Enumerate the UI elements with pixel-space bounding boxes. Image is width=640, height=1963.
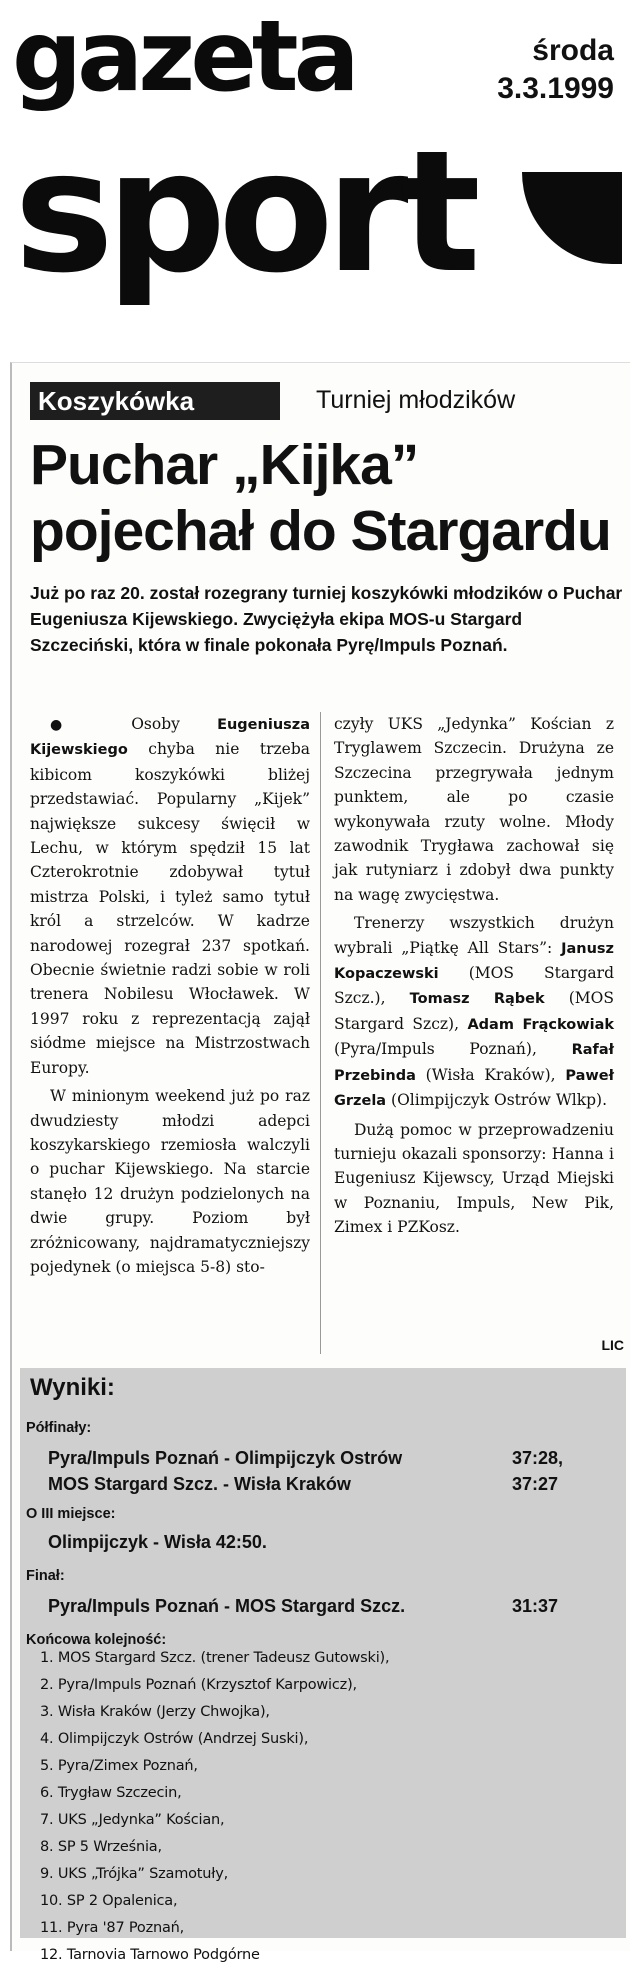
semifinal-1: Pyra/Impuls Poznań - Olimpijczyk Ostrów 37:28, bbox=[48, 1448, 564, 1468]
article-kicker: Turniej młodzików bbox=[316, 386, 516, 414]
issue-day: 3.3.1999 bbox=[497, 72, 614, 105]
standings-label: Końcowa kolejność: bbox=[26, 1632, 167, 1648]
standings-item: 8. SP 5 Września, bbox=[40, 1839, 162, 1855]
masthead-gazeta: gazeta bbox=[12, 0, 355, 114]
player-name: Tomasz Rąbek bbox=[409, 991, 545, 1008]
standings-item: 4. Olimpijczyk Ostrów (Andrzej Suski), bbox=[40, 1731, 309, 1747]
standings-item: 3. Wisła Kraków (Jerzy Chwojka), bbox=[40, 1704, 270, 1720]
standings-item: 12. Tarnovia Tarnowo Podgórne bbox=[40, 1947, 260, 1963]
standings-item: 6. Trygław Szczecin, bbox=[40, 1785, 182, 1801]
article-lead: Już po raz 20. został rozegrany turniej koszykówki młodzików o Puchar Eugeniusza Kijewskiego. Zwyciężyła ekipa MOS-u Stargard Szczeciński, która w finale pokonała Pyrę/Impuls Poznań. bbox=[30, 583, 623, 655]
standings-item: 5. Pyra/Zimex Poznań, bbox=[40, 1758, 198, 1774]
newspaper-header bbox=[0, 0, 640, 315]
results-title: Wyniki: bbox=[30, 1374, 115, 1401]
section-rubric: Koszykówka bbox=[30, 382, 280, 420]
bullet-icon: ● bbox=[50, 717, 132, 733]
headline-line-1: Puchar „Kijka” bbox=[30, 433, 419, 497]
player-name: Adam Frąckowiak bbox=[467, 1016, 615, 1033]
headline-line-2: pojechał do Stargardu bbox=[30, 499, 611, 563]
final-match: Pyra/Impuls Poznań - MOS Stargard Szcz. 31:37 bbox=[48, 1596, 559, 1616]
masthead-sport: sport bbox=[14, 114, 473, 310]
standings-item: 11. Pyra '87 Poznań, bbox=[40, 1920, 185, 1936]
issue-weekday: środa bbox=[532, 34, 614, 67]
standings-item: 2. Pyra/Impuls Poznań (Krzysztof Karpowicz), bbox=[40, 1677, 357, 1693]
paragraph: W minionym weekend już po raz dwudziesty młodzi adepci koszykarskiego rzemiosła walczyli o puchar Kijewskiego. Na starcie stanęło 12 drużyn podzielonych na dwie grupy. Poziom był zróżnicowany, najdramatyczniejszy pojedynek (o miejsca 5-8) sto- bbox=[30, 1087, 310, 1276]
semifinals-label: Półfinały: bbox=[26, 1420, 92, 1436]
paragraph: ● Osoby Eugeniusza Kijewskiego chyba nie trzeba kibicom koszykówki bliżej przedstawiać. Popularny „Kijek” największe sukcesy święcił w Lechu, w którym spędził 15 lat Czterokrotnie zdobywał tytuł mistrza Polski, i tyleż samo tytuł król a strzelców. W kadrze narodowej rozegrał 237 spotkań. Obecnie świetnie radzi sobie w roli trenera Nobilesu Włocławek. W 1997 roku z reprezentacją zajął siódme miejsce na Mistrzostwach Europy. bbox=[30, 715, 310, 1077]
standings-item: 9. UKS „Trójka” Szamotuły, bbox=[40, 1866, 228, 1882]
paragraph: Trenerzy wszystkich drużyn wybrali „Piątkę All Stars”: Janusz Kopaczewski (MOS Stargard Szcz.), Tomasz Rąbek (MOS Stargard Szcz), Adam Frąckowiak (Pyra/Impuls Poznań), Rafał Przebinda (Wisła Kraków), Paweł Grzela (Olimpijczyk Ostrów Wlkp). bbox=[334, 914, 615, 1110]
masthead-logo-shape bbox=[522, 172, 622, 264]
results-box bbox=[20, 1368, 626, 1963]
author-byline: LIC bbox=[601, 1337, 624, 1353]
standings-item: 1. MOS Stargard Szcz. (trener Tadeusz Gutowski), bbox=[40, 1650, 390, 1666]
person-name: Eugeniusza Kijewskiego bbox=[30, 717, 310, 759]
article-headline bbox=[30, 432, 630, 564]
player-name: Rafał Przebinda bbox=[334, 1042, 614, 1084]
player-name: Paweł Grzela bbox=[334, 1067, 614, 1110]
score: 31:37 bbox=[512, 1596, 559, 1616]
issue-date bbox=[497, 32, 614, 108]
column-divider bbox=[320, 712, 321, 1354]
standings-item: 10. SP 2 Opalenica, bbox=[40, 1893, 178, 1909]
standings-item: 7. UKS „Jedynka” Kościan, bbox=[40, 1812, 225, 1828]
third-place-match: Olimpijczyk - Wisła 42:50. bbox=[48, 1532, 267, 1552]
third-place-label: O III miejsce: bbox=[26, 1506, 116, 1522]
score: 37:28, bbox=[512, 1448, 564, 1468]
score: 37:27 bbox=[512, 1474, 559, 1494]
final-label: Finał: bbox=[26, 1568, 65, 1584]
player-name: Janusz Kopaczewski bbox=[334, 940, 614, 983]
paragraph: czyły UKS „Jedynka” Kościan z Tryglawem Szczecin. Drużyna ze Szczecina przegrywała jednym punktem, ale po czasie wykonywała rzuty wolne. Młody zawodnik Trygława zachował się jak rutyniarz i zdobył dwa punkty na wagę zwycięstwa. bbox=[334, 715, 614, 904]
semifinal-2: MOS Stargard Szcz. - Wisła Kraków 37:27 bbox=[48, 1474, 559, 1494]
article-column-left bbox=[30, 712, 310, 1279]
paragraph: Dużą pomoc w przeprowadzeniu turnieju okazali sponsorzy: Hanna i Eugeniusz Kijewscy, Urząd Miejski w Poznaniu, Impuls, New Pik, Zimex i PZKosz. bbox=[334, 1120, 614, 1237]
article-column-right bbox=[334, 712, 614, 1240]
